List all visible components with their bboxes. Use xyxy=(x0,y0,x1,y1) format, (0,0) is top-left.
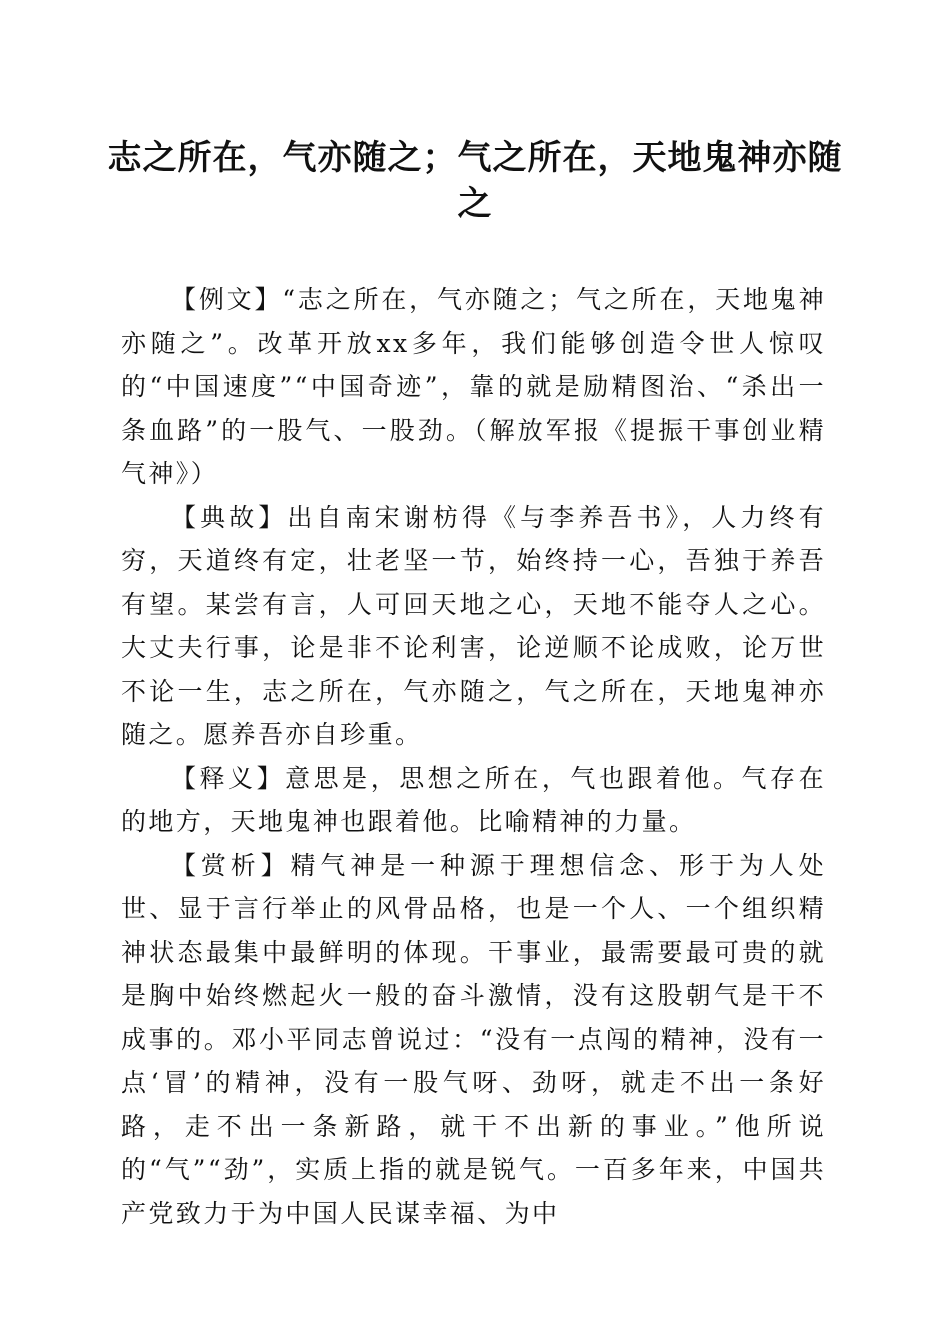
paragraph-text: “志之所在，气亦随之；气之所在，天地鬼神亦随之”。改革开放xx多年，我们能够创造令世人惊叹的“中国速度”“中国奇迹”，靠的就是励精图治、“杀出一条血路”的一股气、一股劲。（解放军报《提振干事创业精气神》） xyxy=(121,285,826,488)
document-title: 志之所在，气亦随之；气之所在，天地鬼神亦随之 xyxy=(107,138,843,224)
document-body xyxy=(121,278,826,1235)
paragraph-tag: 【典故】 xyxy=(171,502,288,532)
paragraph-allusion xyxy=(121,496,826,757)
paragraph-text: 意思是，思想之所在，气也跟着他。气存在的地方，天地鬼神也跟着他。比喻精神的力量。 xyxy=(121,763,826,836)
paragraph-text: 精气神是一种源于理想信念、形于为人处世、显于言行举止的风骨品格，也是一个人、一个组织精神状态最集中最鲜明的体现。干事业，最需要最可贵的就是胸中始终燃起火一般的奋斗激情，没有这股朝气是干不成事的。邓小平同志曾说过：“没有一点闯的精神，没有一点‘冒’的精神，没有一股气呀、劲呀，就走不出一条好路，走不出一条新路，就干不出新的事业。”他所说的“气”“劲”，实质上指的就是锐气。一百多年来，中国共产党致力于为中国人民谋幸福、为中 xyxy=(121,850,826,1228)
paragraph-text: 出自南宋谢枋得《与李养吾书》，人力终有穷，天道终有定，壮老坚一节，始终持一心，吾独于养吾有望。某尝有言，人可回天地之心，天地不能夺人之心。大丈夫行事，论是非不论利害，论逆顺不论成败，论万世不论一生，志之所在，气亦随之，气之所在，天地鬼神亦随之。愿养吾亦自珍重。 xyxy=(121,502,826,749)
paragraph-tag: 【释义】 xyxy=(171,763,286,793)
paragraph-analysis xyxy=(121,844,826,1236)
paragraph-tag: 【例文】 xyxy=(171,285,283,314)
paragraph-tag: 【赏析】 xyxy=(171,850,291,880)
paragraph-example xyxy=(121,278,826,496)
paragraph-definition xyxy=(121,757,826,844)
